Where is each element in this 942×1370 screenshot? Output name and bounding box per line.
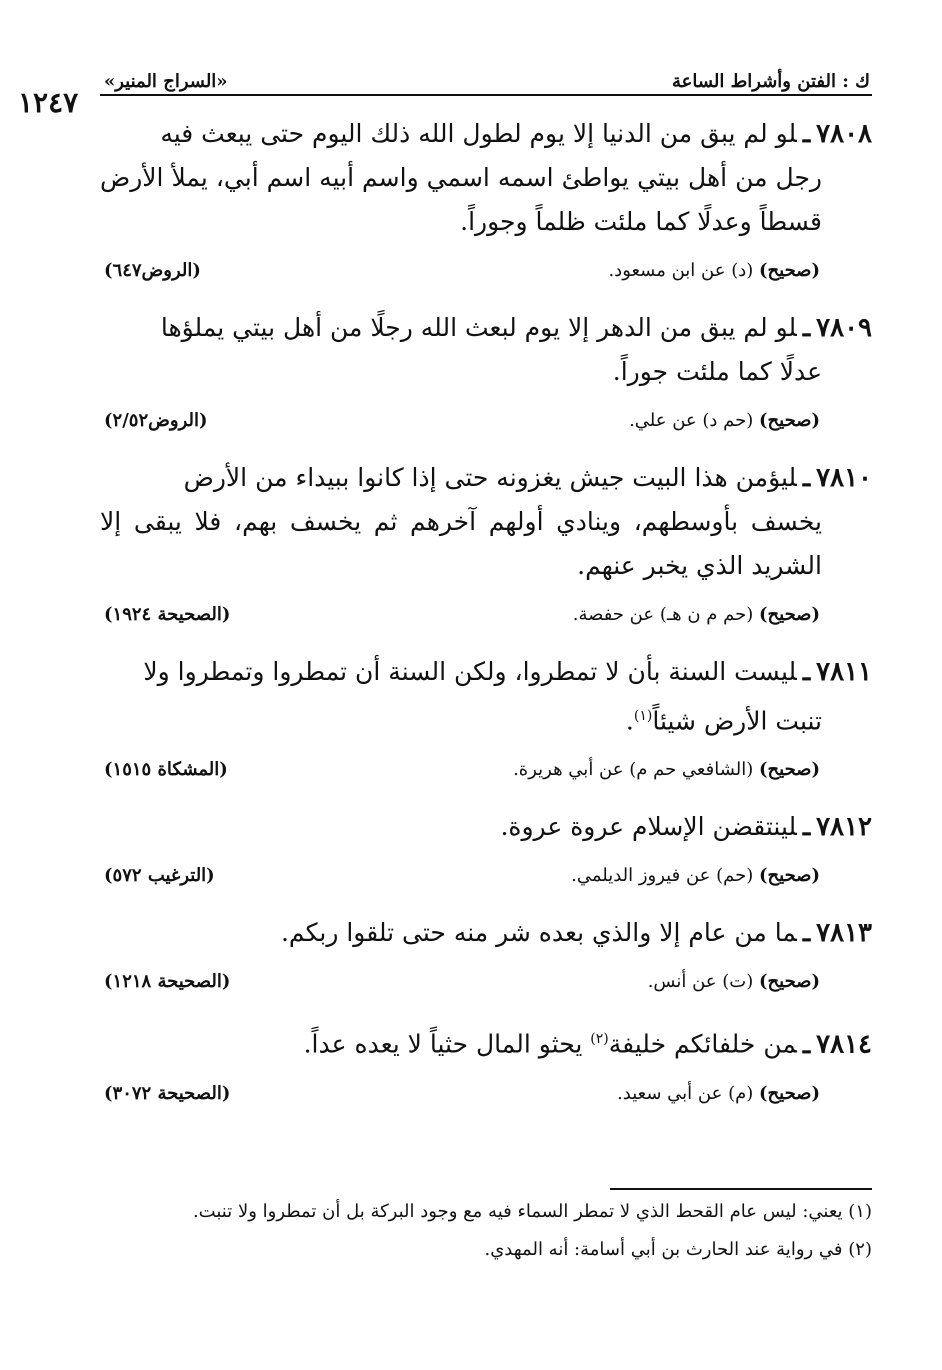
grade-label: (صحيح): [759, 865, 820, 887]
hadith-text-first-line: لو لم يبق من الدنيا إلا يوم لطول الله ذلك اليوم حتى يبعث فيه: [160, 119, 797, 148]
hadith-entry: [100, 112, 872, 284]
hadith-entry: [100, 805, 872, 889]
hadith-text-continuation: تنبت الأرض شيئاً: [652, 706, 822, 736]
footnote-mark[interactable]: (١): [633, 708, 653, 724]
hadith-text: ٧٨١١ـليست السنة بأن لا تمطروا، ولكن السنة أن تمطروا وتمطروا ولا تنبت الأرض شيئاً$^{(١)}$.: [143, 657, 872, 736]
source-line: [100, 863, 872, 889]
hadith-text-first-line: ليست السنة بأن لا تمطروا، ولكن السنة أن تمطروا وتمطروا ولا: [143, 657, 797, 686]
reference: (الروض٢/٥٢): [104, 410, 208, 431]
hadith-entry: [100, 456, 872, 628]
narrator-source: (حم د) عن علي.: [629, 410, 754, 431]
source-line: [100, 258, 872, 284]
reference: (الترغيب ٥٧٢): [104, 865, 215, 887]
reference: (الصحيحة ٣٠٧٢): [104, 1082, 231, 1104]
running-header: [18, 58, 872, 119]
source-line: [100, 408, 872, 434]
hadith-text-first-line: ليؤمن هذا البيت جيش يغزونه حتى إذا كانوا ببيداء من الأرض: [183, 463, 797, 492]
hadith-entry: [100, 911, 872, 995]
source-line: [100, 1081, 872, 1107]
narrator-source: (ت) عن أنس.: [647, 971, 754, 993]
page-body: [18, 58, 872, 1129]
source-line: [100, 969, 872, 995]
hadith-number: ٧٨٠٩: [816, 313, 872, 343]
hadith-text-continuation: يخسف بأوسطهم، وينادي أولهم آخرهم ثم يخسف بهم، فلا يبقى إلا الشريد الذي يخبر عنهم.: [100, 507, 822, 580]
footnotes-section: [100, 1188, 872, 1266]
reference: (الصحيحة ١٢١٨): [104, 971, 231, 993]
hadith-text-first-line: من خلفائكم خليفة: [608, 1029, 797, 1059]
hadith-text-first-line: لو لم يبق من الدهر إلا يوم لبعث الله رجلًا من أهل بيتي يملؤها: [160, 313, 797, 342]
narrator-source: (د) عن ابن مسعود.: [608, 260, 754, 281]
hadith-text: ٧٨١٤ـمن خلفائكم خليفة$^{(٢)}$ يحثو المال حثياً لا يعده عداً.: [303, 1029, 872, 1060]
hadith-number: ٧٨١٣: [816, 918, 872, 949]
hadith-text-continuation: رجل من أهل بيتي يواطئ اسمه اسمي واسم أبيه اسم أبي، يملأ الأرض قسطاً وعدلًا كما ملئت ظلماً وجوراً.: [100, 163, 822, 236]
hadith-text-first-line: لينتقضن الإسلام عروة عروة.: [500, 812, 797, 842]
source-line: [100, 602, 872, 628]
hadith-entry: [100, 1017, 872, 1106]
hadith-number: ٧٨١٠: [816, 463, 872, 493]
hadith-text-continuation: عدلًا كما ملئت جوراً.: [612, 357, 822, 386]
grade-label: (صحيح): [759, 759, 820, 781]
footnote-mark[interactable]: (٢): [590, 1031, 609, 1048]
header-rule: [100, 94, 872, 96]
footnote-number: (١): [848, 1201, 872, 1222]
hadith-text-end: يحثو المال حثياً لا يعده عداً.: [303, 1029, 591, 1059]
source-line: [100, 757, 872, 783]
hadith-entry: [100, 306, 872, 434]
hadith-text-end: .: [625, 706, 634, 736]
footnote-text: يعني: ليس عام القحط الذي لا تمطر السماء فيه مع وجود البركة بل أن تمطروا ولا تنبت.: [192, 1201, 843, 1222]
hadith-text-first-line: ما من عام إلا والذي بعده شر منه حتى تلقوا ربكم.: [280, 918, 797, 948]
grade-label: (صحيح): [759, 971, 820, 993]
hadith-text: ٧٨٠٨ـلو لم يبق من الدنيا إلا يوم لطول الله ذلك اليوم حتى يبعث فيه رجل من أهل بيتي يواطئ اسمه اسمي واسم أبيه اسم أبي، يملأ الأرض قسطاً وعدلًا كما ملئت ظلماً وجوراً.: [100, 112, 872, 244]
hadith-number: ٧٨٠٨: [816, 119, 872, 149]
hadith-text: ٧٨١٠ـليؤمن هذا البيت جيش يغزونه حتى إذا كانوا ببيداء من الأرض يخسف بأوسطهم، وينادي أولهم آخرهم ثم يخسف بهم، فلا يبقى إلا الشريد الذي يخبر عنهم.: [100, 456, 872, 588]
hadith-text: ٧٨١٣ـما من عام إلا والذي بعده شر منه حتى تلقوا ربكم.: [280, 918, 872, 949]
narrator-source: (حم) عن فيروز الديلمي.: [571, 865, 754, 887]
page-number: ١٢٤٧: [18, 86, 79, 119]
narrator-source: (م) عن أبي سعيد.: [617, 1082, 754, 1104]
narrator-source: (حم م ن هـ) عن حفصة.: [572, 604, 754, 625]
hadith-text: ٧٨٠٩ـلو لم يبق من الدهر إلا يوم لبعث الله رجلًا من أهل بيتي يملؤها عدلًا كما ملئت جوراً.: [100, 306, 872, 394]
footnote: [100, 1234, 872, 1266]
narrator-source: (الشافعي حم م) عن أبي هريرة.: [513, 759, 754, 781]
grade-label: (صحيح): [759, 1082, 820, 1104]
book-title: «السراج المنير»: [104, 71, 228, 92]
hadith-number: ٧٨١٢: [816, 812, 872, 843]
footnote-rule: [610, 1188, 872, 1190]
hadith-number: ٧٨١١: [816, 657, 872, 687]
hadith-text: ٧٨١٢ـلينتقضن الإسلام عروة عروة.: [500, 812, 872, 843]
chapter-title: ك : الفتن وأشراط الساعة: [671, 71, 870, 92]
footnote: [100, 1196, 872, 1228]
hadith-entry: [100, 650, 872, 783]
footnote-number: (٢): [848, 1239, 872, 1260]
grade-label: (صحيح): [759, 410, 820, 431]
hadith-list: [100, 112, 872, 1107]
grade-label: (صحيح): [759, 260, 820, 281]
reference: (المشكاة ١٥١٥): [104, 759, 228, 781]
reference: (الروض٦٤٧): [104, 260, 201, 281]
footnote-text: في رواية عند الحارث بن أبي أسامة: أنه المهدي.: [484, 1239, 843, 1260]
grade-label: (صحيح): [759, 604, 820, 625]
reference: (الصحيحة ١٩٢٤): [104, 604, 231, 625]
hadith-number: ٧٨١٤: [816, 1029, 872, 1060]
